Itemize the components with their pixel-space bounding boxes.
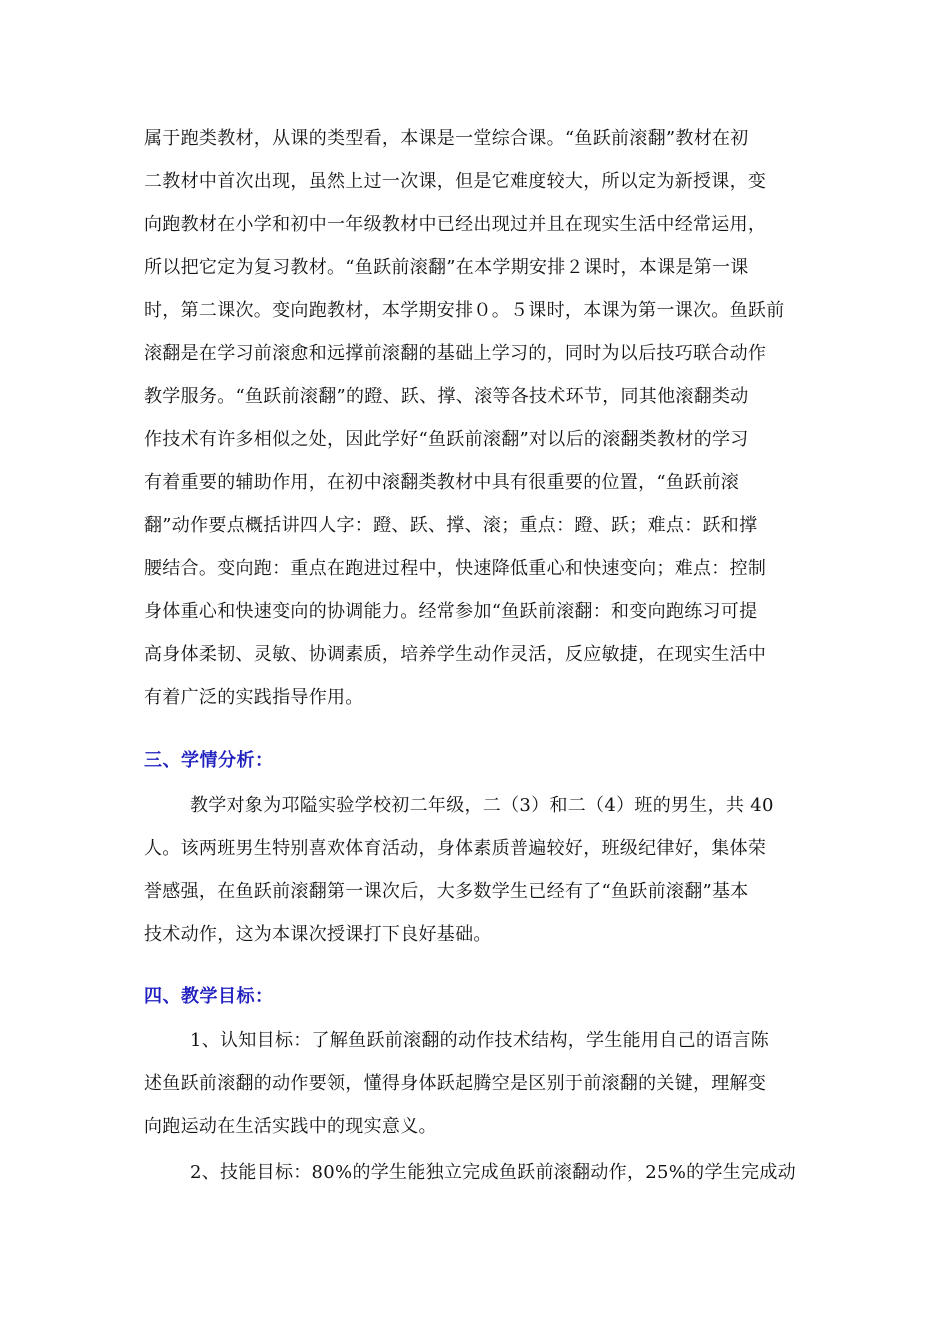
section-heading-teaching-goals: 四、教学目标： xyxy=(144,986,274,1007)
body-text-line: 1、认知目标：了解鱼跃前滚翻的动作技术结构，学生能用自己的语言陈 xyxy=(190,1030,770,1051)
body-text-line: 腰结合。变向跑：重点在跑进过程中，快速降低重心和快速变向；难点：控制 xyxy=(144,558,767,579)
body-text-line: 二教材中首次出现，虽然上过一次课，但是它难度较大，所以定为新授课，变 xyxy=(144,171,767,192)
body-text-line: 高身体柔韧、灵敏、协调素质，培养学生动作灵活，反应敏捷，在现实生活中 xyxy=(144,644,767,665)
body-text-line: 向跑运动在生活实践中的现实意义。 xyxy=(144,1116,437,1137)
body-text-line: 有着广泛的实践指导作用。 xyxy=(144,687,364,708)
body-text-line: 教学服务。“鱼跃前滚翻”的蹬、跃、撑、滚等各技术环节，同其他滚翻类动 xyxy=(144,386,749,407)
body-text-line: 向跑教材在小学和初中一年级教材中已经出现过并且在现实生活中经常运用， xyxy=(144,214,767,235)
body-text-line: 作技术有许多相似之处，因此学好“鱼跃前滚翻”对以后的滚翻类教材的学习 xyxy=(144,429,749,450)
body-text-line: 有着重要的辅助作用，在初中滚翻类教材中具有很重要的位置，“鱼跃前滚 xyxy=(144,472,740,493)
body-text-line: 翻”动作要点概括讲四人字：蹬、跃、撑、滚；重点：蹬、跃；难点：跃和撑 xyxy=(144,515,758,536)
body-text-line: 属于跑类教材，从课的类型看，本课是一堂综合课。“鱼跃前滚翻”教材在初 xyxy=(144,128,749,149)
body-text-line: 教学对象为邛隘实验学校初二年级，二（3）和二（4）班的男生，共 40 xyxy=(190,795,774,816)
body-text-line: 所以把它定为复习教材。“鱼跃前滚翻”在本学期安排２课时，本课是第一课 xyxy=(144,257,749,278)
body-text-line: 身体重心和快速变向的协调能力。经常参加“鱼跃前滚翻：和变向跑练习可提 xyxy=(144,601,758,622)
body-text-line: 2、技能目标：80%的学生能独立完成鱼跃前滚翻动作，25%的学生完成动 xyxy=(190,1162,796,1183)
body-text-line: 述鱼跃前滚翻的动作要领，懂得身体跃起腾空是区别于前滚翻的关键，理解变 xyxy=(144,1073,767,1094)
body-text-line: 技术动作，这为本课次授课打下良好基础。 xyxy=(144,924,492,945)
section-heading-learning-analysis: 三、学情分析： xyxy=(144,750,274,771)
body-text-line: 誉感强，在鱼跃前滚翻第一课次后，大多数学生已经有了“鱼跃前滚翻”基本 xyxy=(144,881,749,902)
body-text-line: 时，第二课次。变向跑教材，本学期安排０。５课时，本课为第一课次。鱼跃前 xyxy=(144,300,785,321)
body-text-line: 人。该两班男生特别喜欢体育活动，身体素质普遍较好，班级纪律好，集体荣 xyxy=(144,838,767,859)
body-text-line: 滚翻是在学习前滚愈和远撑前滚翻的基础上学习的，同时为以后技巧联合动作 xyxy=(144,343,767,364)
